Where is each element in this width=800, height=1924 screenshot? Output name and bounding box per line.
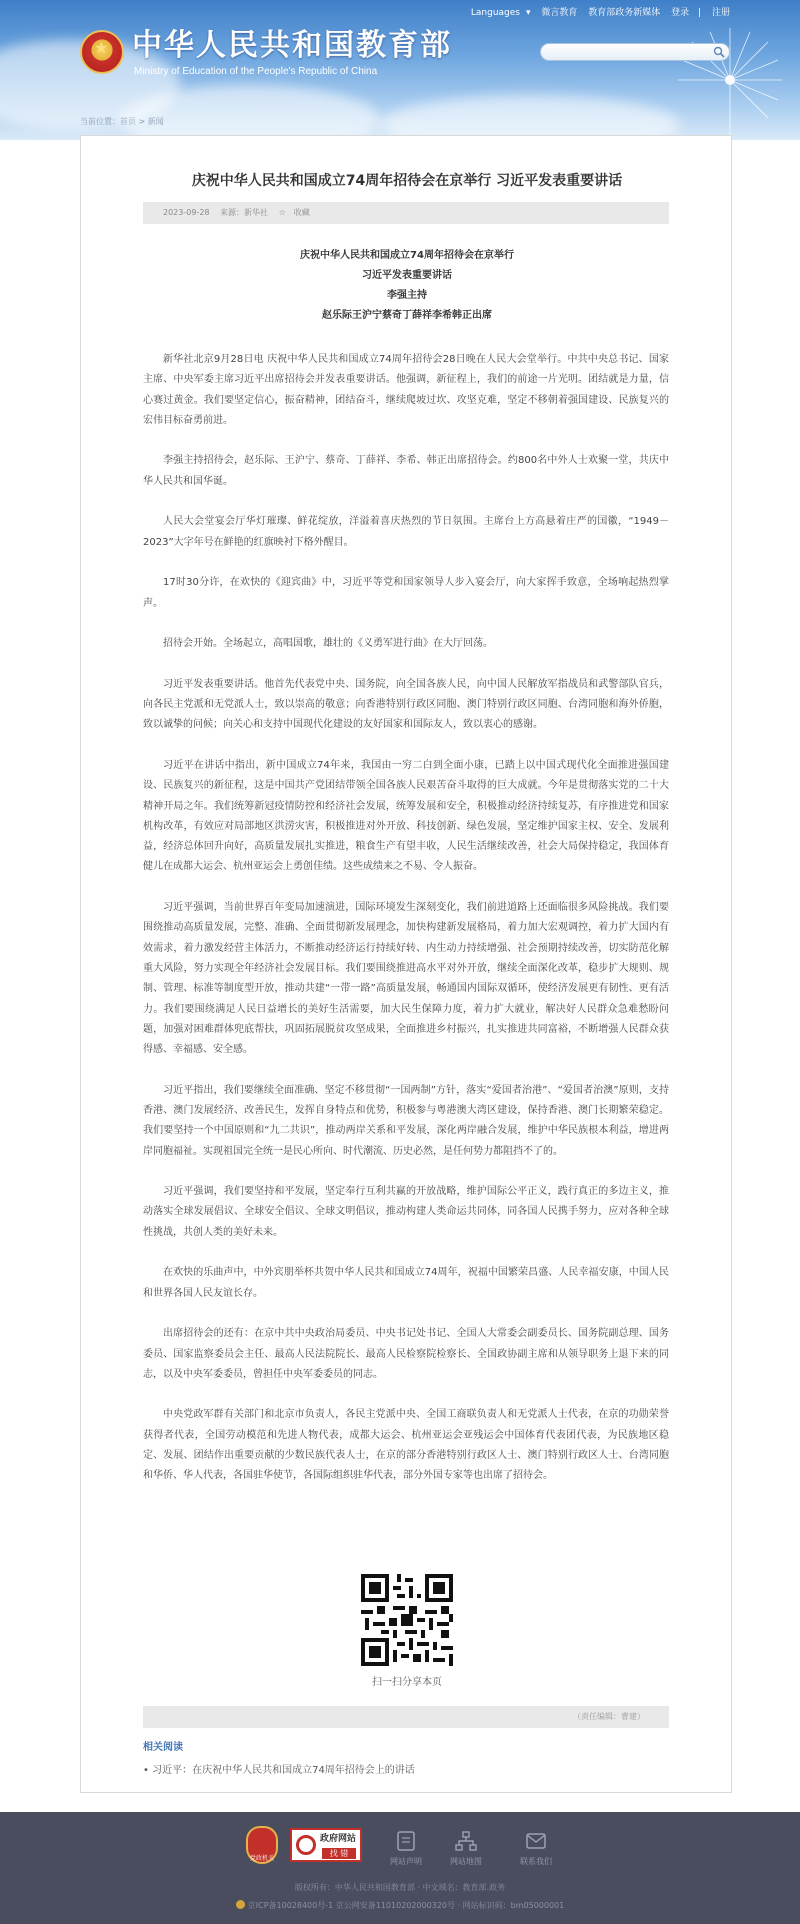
qr-caption: 扫一扫分享本页 xyxy=(372,1677,442,1688)
dropdown-arrow-icon: ▾ xyxy=(525,8,531,18)
article-date: 2023-09-28 xyxy=(163,208,210,217)
article-body xyxy=(143,350,669,1507)
article-paragraph: 新华社北京9月28日电 庆祝中华人民共和国成立74周年招待会28日晚在人民大会堂举行。中共中央总书记、国家主席、中央军委主席习近平出席招待会并发表重要讲话。他强调，新征程上，我们的前途一片光明。团结就是力量，信心赛过黄金。我们要坚定信心，振奋精神，团结奋斗，继续爬坡过坎、攻坚克难，坚定不移朝着强国建设、民族复兴的宏伟目标奋勇前进。 xyxy=(143,354,669,426)
footer-link-contact[interactable] xyxy=(506,1830,566,1867)
gov-badge-ring-icon xyxy=(296,1835,316,1855)
related-heading: 相关阅读 xyxy=(143,1742,183,1753)
register-link[interactable]: 注册 xyxy=(711,8,730,18)
footer-icp-text: 京ICP备10028400号-1 京公网安备11010202000320号 · 网站标识码：bm05000001 xyxy=(247,1901,565,1910)
article-paragraph: 习近平发表重要讲话。他首先代表党中央、国务院，向全国各族人民，向中国人民解放军指战员和武警部队官兵，向各民主党派和无党派人士，致以崇高的敬意；向香港特别行政区同胞、澳门特别行政区同胞、台湾同胞和海外侨胞，致以诚挚的问候；向关心和支持中国现代化建设的友好国家和国际友人，致以衷心的感谢。 xyxy=(143,678,669,731)
dandelion-decoration xyxy=(670,20,790,140)
footer-link-statement[interactable] xyxy=(376,1830,436,1867)
article-paragraph: 出席招待会的还有：在京中共中央政治局委员、中央书记处书记、全国人大常委会副委员长、国务院副总理、国务委员、国家监察委员会主任、最高人民法院院长、最高人民检察院检察长、全国政协副主席和从领导职务上退下来的同志，以及中央军委委员，曾担任中央军委委员的同志。 xyxy=(143,1328,669,1380)
breadcrumb[interactable]: 当前位置：首页 > 新闻 xyxy=(80,117,164,126)
lead-line: 庆祝中华人民共和国成立74周年招待会在京举行 xyxy=(300,250,514,261)
article-title: 庆祝中华人民共和国成立74周年招待会在京举行 习近平发表重要讲话 xyxy=(191,173,623,189)
article-paragraph: 习近平强调，当前世界百年变局加速演进，国际环境发生深刻变化，我们前进道路上还面临很多风险挑战。我们要围绕推动高质量发展，完整、准确、全面贯彻新发展理念，加快构建新发展格局，着力加大宏观调控，着力扩大国内有效需求，着力激发经营主体活力，不断推动经济运行持续好转、内生动力持续增强、社会预期持续改善，切实防范化解重大风险，努力实现全年经济社会发展目标。我们要围绕推进高水平对外开放，继续全面深化改革，稳步扩大规则、规制、管理、标准等制度型开放，推动共建“一带一路”高质量发展，畅通国内国际双循环，使经济发展更有韧性、更有活力。我们要围绕满足人民日益增长的美好生活需要，加大民生保障力度，着力扩大就业，解决好人民群众急难愁盼问题，加强对困难群体兜底帮扶，巩固拓展脱贫攻坚成果，全面推进乡村振兴，扎实推进共同富裕，不断增强人民群众获得感、幸福感、安全感。 xyxy=(143,902,669,1056)
statement-icon xyxy=(394,1830,418,1852)
article-paragraph: 17时30分许，在欢快的《迎宾曲》中，习近平等党和国家领导人步入宴会厅，向大家挥手致意，全场响起热烈掌声。 xyxy=(143,577,669,609)
contact-icon xyxy=(524,1830,548,1852)
favorite-button[interactable] xyxy=(279,208,318,217)
article-paragraph: 中央党政军群有关部门和北京市负责人，各民主党派中央、全国工商联负责人和无党派人士代表，在京的功勋荣誉获得者代表，全国劳动模范和先进人物代表，成都大运会、杭州亚运会亚残运会中国体育代表团代表，为民族地区稳定、发展、团结作出重要贡献的少数民族代表人士，在京的部分香港特别行政区人士、澳门特别行政区人士、台湾同胞和华侨、华人代表，各国驻华使节，各国际组织驻华代表，部分外国专家等也出席了招待会。 xyxy=(143,1409,669,1482)
article-paragraph: 习近平在讲话中指出，新中国成立74年来，我国由一穷二白到全面小康，已踏上以中国式现代化全面推进强国建设、民族复兴的新征程，这是中国共产党团结带领全国各族人民艰苦奋斗取得的巨大成就。今年是贯彻落实党的二十大精神开局之年。我们统筹新冠疫情防控和经济社会发展，统筹发展和安全，积极推动经济持续复苏，有序推进党和国家机构改革，有效应对局部地区洪涝灾害，积极推进对外开放、科技创新、绿色发展，坚定维护国家主权、安全、发展利益，经济总体回升向好，高质量发展扎实推进，粮食生产有望丰收，人民生活继续改善，社会大局保持稳定，我国体育健儿在成都大运会、杭州亚运会上勇创佳绩。这些成绩来之不易、令人振奋。 xyxy=(143,759,669,873)
footer-icp xyxy=(0,1900,800,1912)
party-gov-badge[interactable] xyxy=(246,1826,278,1864)
article-paragraph: 在欢快的乐曲声中，中外宾朋举杯共贺中华人民共和国成立74周年，祝福中国繁荣昌盛、人民幸福安康，中国人民和世界各国人民友谊长存。 xyxy=(143,1267,669,1299)
lead-line: 赵乐际王沪宁蔡奇丁薛祥李希韩正出席 xyxy=(322,310,492,321)
favorite-label: 收藏 xyxy=(293,208,310,217)
footer-sponsor: 版权所有：中华人民共和国教育部 · 中文域名：教育部.政务 xyxy=(294,1883,506,1892)
related-link[interactable]: • 习近平：在庆祝中华人民共和国成立74周年招待会上的讲话 xyxy=(143,1765,415,1776)
site-title[interactable]: 中华人民共和国教育部 xyxy=(132,28,452,63)
app-link[interactable]: 教育部政务新媒体 xyxy=(588,8,661,18)
article-paragraph: 招待会开始。全场起立，高唱国歌，雄壮的《义勇军进行曲》在大厅回荡。 xyxy=(163,638,493,650)
article-lead xyxy=(81,246,733,326)
weibo-link[interactable]: 微言教育 xyxy=(541,8,578,18)
article-source: 来源：新华社 xyxy=(220,208,269,217)
search-icon[interactable] xyxy=(713,46,725,58)
article-paragraph: 人民大会堂宴会厅华灯璀璨、鲜花绽放，洋溢着喜庆热烈的节日氛围。主席台上方高悬着庄严的国徽，“1949－2023”大字年号在鲜艳的红旗映衬下格外醒目。 xyxy=(143,516,669,548)
footer-link-label: 联系我们 xyxy=(520,1857,552,1866)
gov-website-error-badge[interactable] xyxy=(290,1828,362,1862)
footer-link-label: 网站地图 xyxy=(450,1857,482,1866)
footer-link-label: 网站声明 xyxy=(390,1857,422,1866)
lead-line: 习近平发表重要讲话 xyxy=(362,270,452,281)
languages-link[interactable]: Languages xyxy=(470,8,520,18)
article-card xyxy=(80,135,732,1793)
article-paragraph: 习近平指出，我们要继续全面准确、坚定不移贯彻“一国两制”方针，落实“爱国者治港”、“爱国者治澳”原则，支持香港、澳门发展经济、改善民生，发挥自身特点和优势，积极参与粤港澳大湾区建设，保持香港、澳门长期繁荣稳定。我们要坚持一个中国原则和“九二共识”，推动两岸关系和平发展，深化两岸融合发展，维护中华民族根本利益，增进两岸同胞福祉。实现祖国完全统一是民心所向、时代潮流、历史必然，是任何势力都阻挡不了的。 xyxy=(143,1084,669,1157)
footer-link-sitemap[interactable] xyxy=(436,1830,496,1867)
police-badge-icon xyxy=(236,1900,245,1909)
qr-code-icon xyxy=(357,1570,457,1670)
gov-badge-title: 政府网站 xyxy=(320,1834,357,1844)
article-paragraph: 李强主持招待会，赵乐际、王沪宁、蔡奇、丁薛祥、李希、韩正出席招待会。约800名中外人士欢聚一堂，共庆中华人民共和国华诞。 xyxy=(143,455,669,487)
editor-bar xyxy=(143,1706,669,1728)
top-navigation xyxy=(463,7,730,19)
login-link[interactable]: 登录 xyxy=(671,8,690,18)
article-paragraph: 习近平强调，我们要坚持和平发展，坚定奉行互利共赢的开放战略，维护国际公平正义，践行真正的多边主义，推动落实全球发展倡议、全球安全倡议、全球文明倡议，推动构建人类命运共同体，同各国人民携手努力，应对各种全球性挑战，共创人类的美好未来。 xyxy=(143,1186,669,1238)
sitemap-icon xyxy=(454,1830,478,1852)
site-subtitle: Ministry of Education of the People's Republic of China xyxy=(134,66,378,77)
party-gov-badge-label: 党政机关 xyxy=(249,1855,274,1862)
site-header xyxy=(0,0,800,140)
cloud-decoration xyxy=(380,95,680,140)
star-icon: ☆ xyxy=(278,208,286,217)
article-meta-bar xyxy=(143,202,669,224)
nav-separator: | xyxy=(698,8,702,18)
lead-line: 李强主持 xyxy=(387,290,427,301)
site-footer xyxy=(0,1812,800,1924)
national-emblem-icon[interactable]: ★ xyxy=(80,30,124,74)
gov-badge-subtitle: 找 错 xyxy=(322,1848,356,1859)
search-input[interactable] xyxy=(540,43,730,61)
editor-credit: （责任编辑：曹建） xyxy=(573,1712,645,1721)
